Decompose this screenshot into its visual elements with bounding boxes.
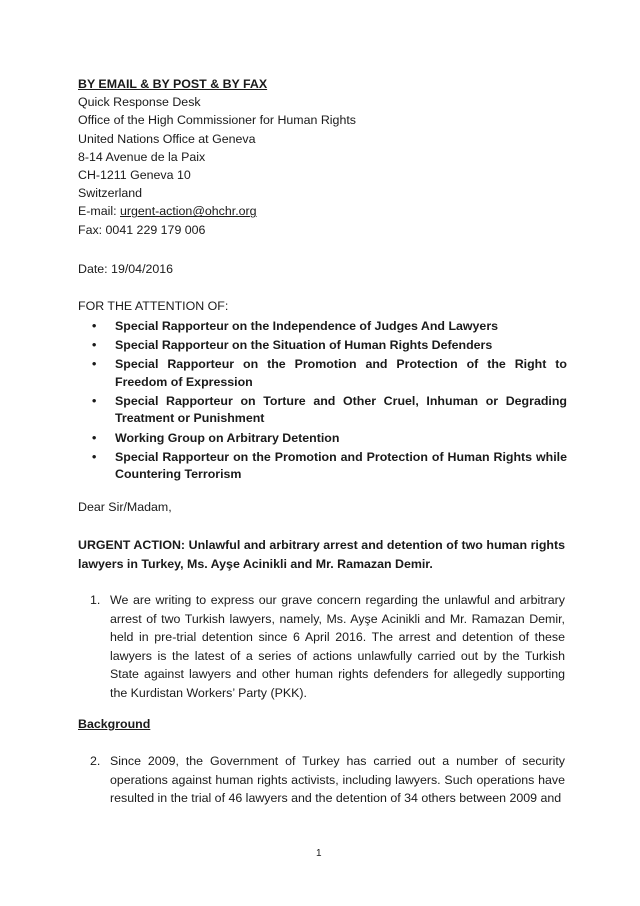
numbered-paragraph	[78, 752, 565, 808]
salutation: Dear Sir/Madam,	[78, 500, 172, 514]
email-label: E-mail:	[78, 204, 120, 219]
attention-item	[92, 430, 567, 448]
attention-item	[92, 356, 567, 391]
email-link[interactable]: urgent-action@ohchr.org	[120, 204, 257, 219]
attention-item	[92, 337, 567, 355]
fax-line: Fax: 0041 229 179 006	[78, 222, 206, 237]
bullet-icon: •	[92, 430, 97, 445]
numbered-paragraph	[78, 591, 565, 703]
attention-item-text: Special Rapporteur on Torture and Other Cruel, Inhuman or Degrading Treatment or Punishment	[115, 393, 567, 426]
recipient-line: Quick Response Desk	[78, 95, 201, 110]
letter-date: Date: 19/04/2016	[78, 262, 174, 276]
attention-item-text: Special Rapporteur on the Promotion and Protection of the Right to Freedom of Expression	[115, 357, 567, 389]
subject-lead: URGENT ACTION:	[78, 538, 186, 552]
paragraph-text: Since 2009, the Government of Turkey has carried out a number of security operations against human rights activists, including lawyers. Such operations have resulted in the trial of 46 lawyers and the detention of 34 others between 2009 and	[110, 754, 565, 806]
bullet-icon: •	[92, 393, 97, 408]
attention-item-text: Special Rapporteur on the Situation of Human Rights Defenders	[115, 338, 493, 353]
recipient-line: United Nations Office at Geneva	[78, 131, 256, 146]
attention-item	[92, 393, 567, 428]
bullet-icon: •	[92, 338, 97, 353]
recipient-line: Office of the High Commissioner for Human Rights	[78, 113, 356, 128]
address-block	[78, 75, 356, 239]
attention-item	[92, 318, 567, 336]
attention-label: FOR THE ATTENTION OF:	[78, 299, 229, 313]
recipient-line: CH-1211 Geneva 10	[78, 168, 191, 183]
attention-item	[92, 449, 567, 484]
bullet-icon: •	[92, 449, 97, 464]
attention-list	[92, 318, 567, 485]
delivery-method: BY EMAIL & BY POST & BY FAX	[78, 77, 268, 91]
attention-item-text: Special Rapporteur on the Promotion and Protection of Human Rights while Countering Terrorism	[115, 449, 567, 482]
subject-text: Unlawful and arbitrary arrest and detention of two human rights lawyers in Turkey, Ms. Ayşe Acinikli and Mr. Ramazan Demir.	[78, 538, 566, 571]
email-line	[78, 202, 356, 220]
paragraph-number: 2.	[90, 754, 101, 768]
recipient-line: Switzerland	[78, 186, 143, 201]
attention-item-text: Special Rapporteur on the Independence of Judges And Lawyers	[115, 319, 499, 333]
recipient-line: 8-14 Avenue de la Paix	[78, 149, 206, 164]
bullet-icon: •	[92, 319, 97, 333]
section-heading-background: Background	[78, 717, 151, 731]
paragraph-text: We are writing to express our grave concern regarding the unlawful and arbitrary arrest of two Turkish lawyers, namely, Ms. Ayşe Acinikli and Mr. Ramazan Demir, held in pre-trial detention since 6 April 2016. The arrest and detention of these lawyers is the latest of a series of actions unlawfully carried out by the Turkish State against lawyers and other human rights defenders for allegedly supporting the Kurdistan Workers’ Party (PKK).	[110, 593, 565, 700]
bullet-icon: •	[92, 357, 97, 372]
page-number: 1	[316, 848, 322, 859]
paragraph-number: 1.	[90, 593, 101, 607]
attention-item-text: Working Group on Arbitrary Detention	[115, 430, 340, 445]
subject-line	[78, 536, 565, 573]
